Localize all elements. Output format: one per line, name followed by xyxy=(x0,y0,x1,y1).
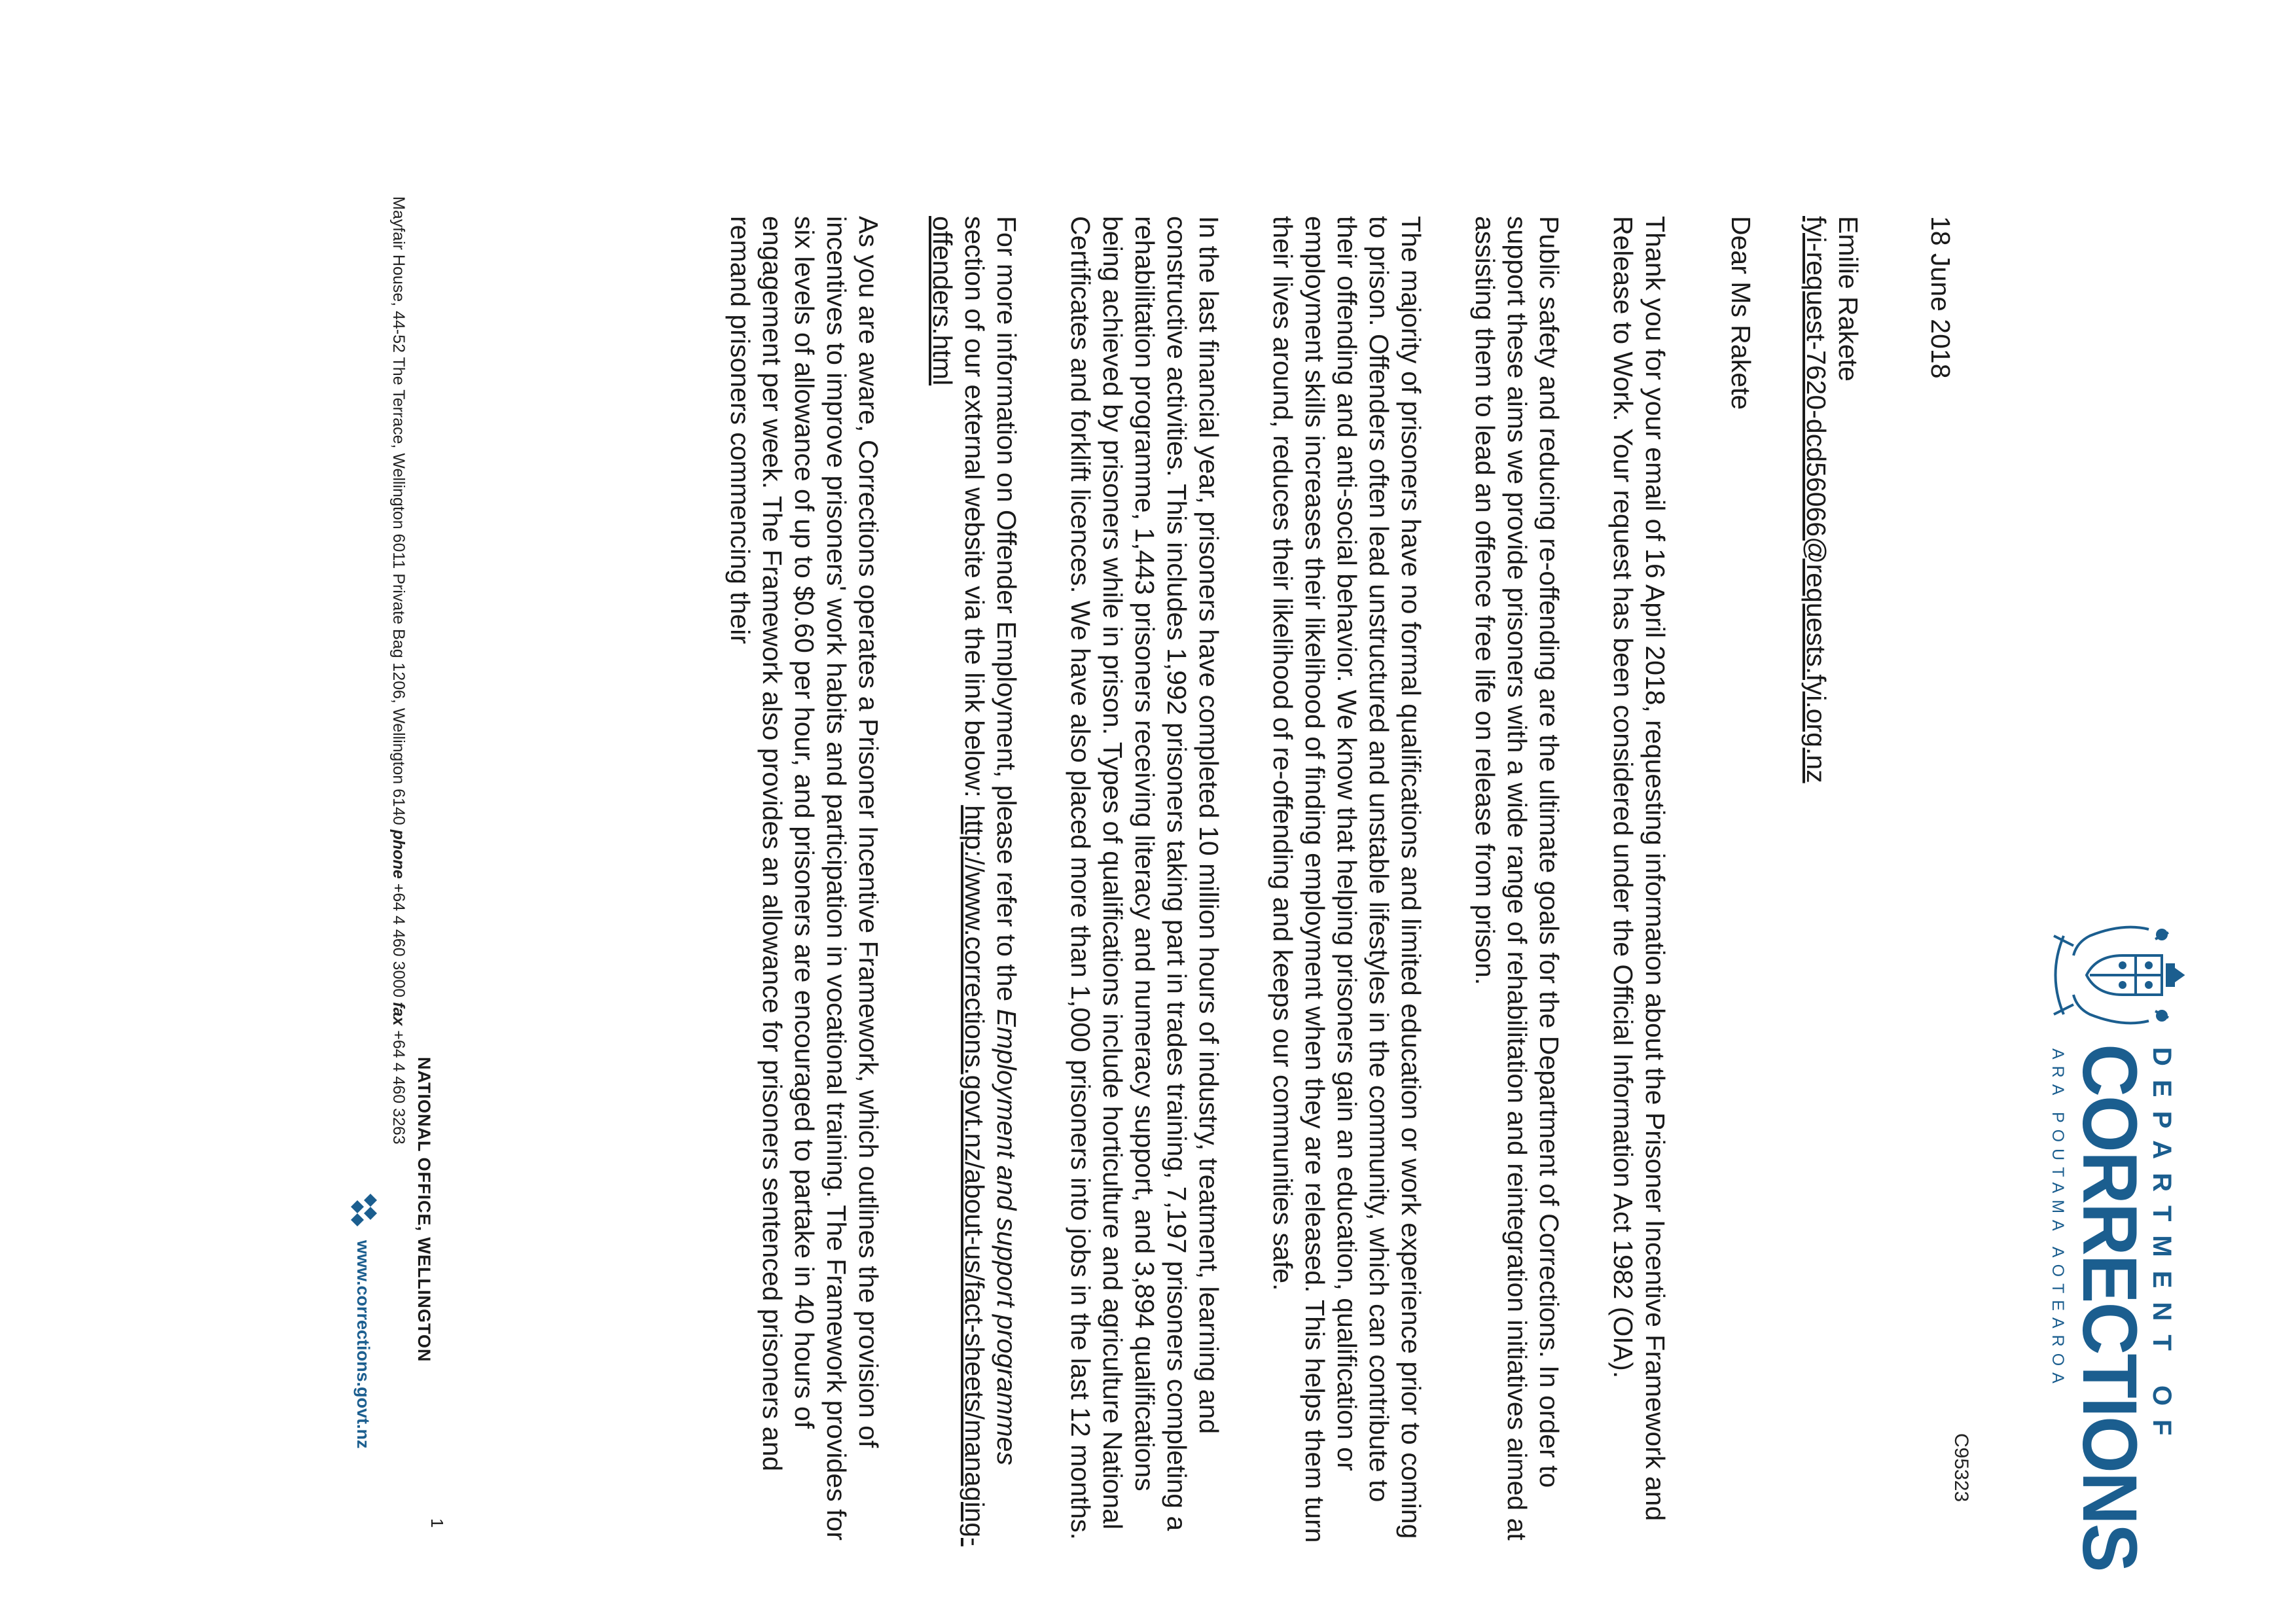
body-paragraph: Public safety and reducing re-offending are the ultimate goals for the Department of Corrections. In order to support these aims we provide prisoners with a wide range of rehabilitation and reintegration initiatives aimed at assisting them to lead an offence free life on release from prison. xyxy=(1470,216,1564,1541)
footer-website[interactable]: www.corrections.govt.nz xyxy=(353,1240,373,1449)
recipient-name: Emilie Rakete xyxy=(1833,216,1863,382)
paragraph-text: For more information on Offender Employment, please refer to the xyxy=(992,216,1022,1002)
page-number: 1 xyxy=(427,1518,447,1528)
footer-address xyxy=(389,196,408,1145)
letter-body xyxy=(682,216,1671,1548)
phone-number: +64 4 460 3000 xyxy=(389,883,408,998)
body-paragraph: Thank you for your email of 16 April 2018, requesting information about the Prisoner Incentive Framework and Release to Work. Your request has been considered under the Official Information Act 1982 (OIA). xyxy=(1608,216,1670,1522)
paragraph-text: section of our external website via the link below: xyxy=(960,216,990,798)
footer-office: NATIONAL OFFICE, WELLINGTON xyxy=(414,1057,434,1363)
coat-of-arms-icon xyxy=(2044,910,2188,1041)
body-paragraph xyxy=(926,216,1022,1548)
fax-label: fax xyxy=(389,1002,408,1026)
phone-label: phone xyxy=(389,829,408,879)
recipient-email[interactable]: fyi-request-7620-dcd56066@requests.fyi.org.nz xyxy=(1801,216,1831,783)
letter-date: 18 June 2018 xyxy=(1926,216,1956,379)
reference-number: C95323 xyxy=(1950,1433,1972,1503)
recipient-block xyxy=(1800,216,1864,783)
logo-corrections-text: CORRECTIONS xyxy=(2066,1044,2153,1571)
body-paragraph: The majority of prisoners have no formal qualifications and limited education or work experience prior to coming to prison. Offenders often lead unstructured and unstable lifestyles in the community, which can contribute to their offending and anti-social behavior. We know that helping prisoners gain an education, qualification or employment skills increases their likelihood of finding employment when they are released. This helps them turn their lives around, reduces their likelihood of re-offending and keeps our communities safe. xyxy=(1268,216,1426,1543)
body-paragraph: As you are aware, Corrections operates a Prisoner Incentive Framework, which outlines the provision of incentives to improve prisoners' work habits and participation in vocational training. The Framework provides for six levels of allowance of up to $0.60 per hour, and prisoners are encouraged to partake in 40 hours of engagement per week. The Framework also provides an allowance for prisoners sentenced prisoners and remand prisoners commencing their xyxy=(725,216,884,1541)
corrections-logo xyxy=(1979,910,2188,1571)
paragraph-emphasis: Employment and support programmes xyxy=(992,1008,1022,1465)
body-paragraph: In the last financial year, prisoners have completed 10 million hours of industry, treatment, learning and constructive activities. This includes 1,992 prisoners taking part in trades training, 7,197 prisoners completing a rehabilitation programme, 1,443 prisoners receiving literacy and numeracy support, and 3,894 qualifications being achieved by prisoners while in prison. Types of qualifications include horticulture and agriculture National Certificates and forklift licences. We have also placed more than 1,000 prisoners into jobs in the last 12 months. xyxy=(1066,216,1224,1540)
logo-department-text: DEPARTMENT OF xyxy=(2147,1047,2176,1450)
logo-maori-text: ARA POUTAMA AOTEAROA xyxy=(2049,1048,2067,1390)
website-link[interactable]: http://www.corrections.govt.nz/about-us/fact-sheets/managing-offenders.html xyxy=(927,216,990,1546)
address-text: Mayfair House, 44-52 The Terrace, Wellington 6011 Private Bag 1206, Wellington 6140 xyxy=(389,196,408,825)
fax-number: +64 4 460 3263 xyxy=(389,1030,408,1145)
salutation: Dear Ms Rakete xyxy=(1726,216,1756,410)
corrections-mark-icon xyxy=(344,1191,384,1238)
